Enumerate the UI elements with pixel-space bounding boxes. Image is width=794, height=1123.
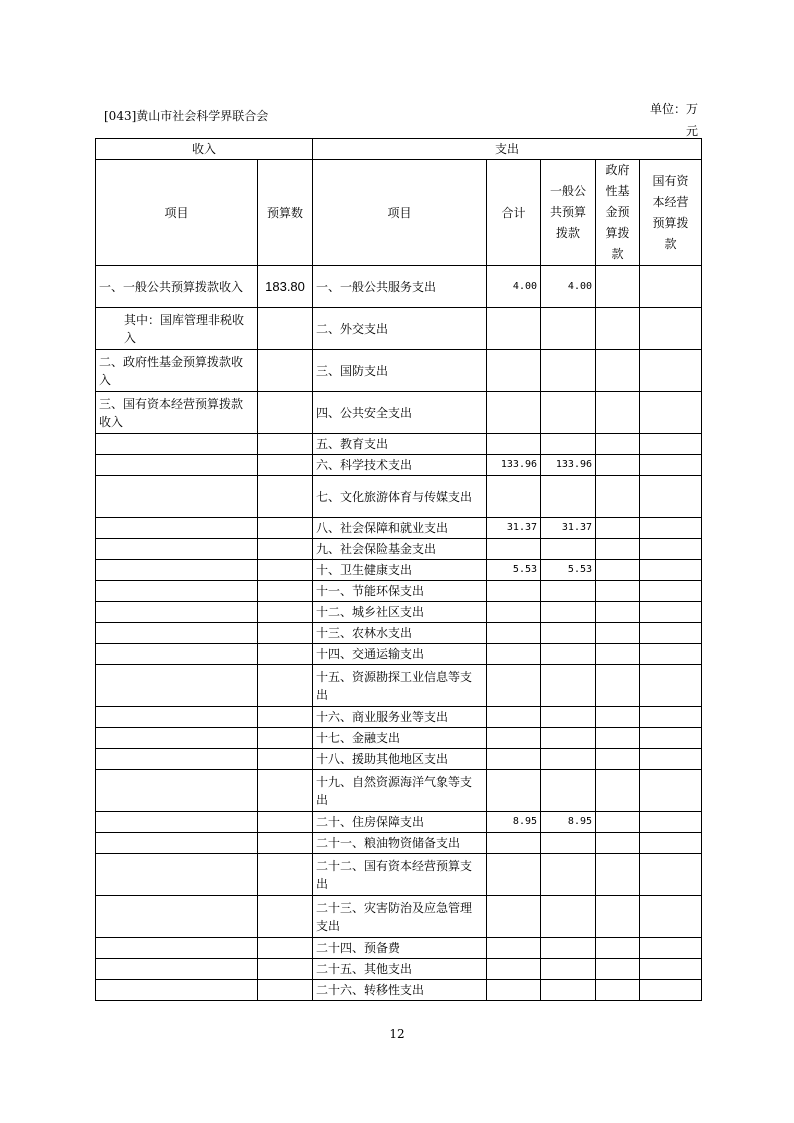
total-cell: 5.53 bbox=[487, 560, 541, 581]
header-budget: 预算数 bbox=[258, 160, 313, 266]
table-row bbox=[96, 560, 702, 581]
state-cell bbox=[640, 308, 702, 350]
general-cell: 4.00 bbox=[541, 266, 596, 308]
fund-cell bbox=[596, 350, 640, 392]
general-cell: 31.37 bbox=[541, 518, 596, 539]
header-general-budget: 一般公共预算拨款 bbox=[541, 160, 596, 266]
fund-cell bbox=[596, 266, 640, 308]
header-item-expense: 项目 bbox=[313, 160, 487, 266]
general-cell bbox=[541, 308, 596, 350]
table-row bbox=[96, 665, 702, 707]
expense-item-cell: 十、卫生健康支出 bbox=[313, 560, 487, 581]
expense-item-cell: 二十六、转移性支出 bbox=[313, 980, 487, 1001]
expense-item-cell: 一、一般公共服务支出 bbox=[313, 266, 487, 308]
table-row bbox=[96, 812, 702, 833]
expense-item-cell: 十九、自然资源海洋气象等支出 bbox=[313, 770, 487, 812]
header-state-capital-budget: 国有资本经营预算拨款 bbox=[640, 160, 702, 266]
table-row bbox=[96, 770, 702, 812]
fund-cell bbox=[596, 308, 640, 350]
header-income: 收入 bbox=[96, 139, 313, 160]
expense-item-cell: 二十三、灾害防治及应急管理支出 bbox=[313, 896, 487, 938]
table-row bbox=[96, 434, 702, 455]
table-row bbox=[96, 644, 702, 665]
expense-item-cell: 二十四、预备费 bbox=[313, 938, 487, 959]
table-row bbox=[96, 455, 702, 476]
total-cell: 133.96 bbox=[487, 455, 541, 476]
expense-item-cell: 九、社会保险基金支出 bbox=[313, 539, 487, 560]
expense-item-cell: 十六、商业服务业等支出 bbox=[313, 707, 487, 728]
table-row bbox=[96, 623, 702, 644]
header-total: 合计 bbox=[487, 160, 541, 266]
expense-item-cell: 五、教育支出 bbox=[313, 434, 487, 455]
total-cell: 8.95 bbox=[487, 812, 541, 833]
header-fund-budget: 政府性基金预算拨款 bbox=[596, 160, 640, 266]
header-item: 项目 bbox=[96, 160, 258, 266]
income-cell: 其中：国库管理非税收入 bbox=[96, 308, 258, 350]
expense-item-cell: 十三、农林水支出 bbox=[313, 623, 487, 644]
table-subheader-row bbox=[96, 160, 702, 266]
table-row bbox=[96, 392, 702, 434]
state-cell bbox=[640, 350, 702, 392]
table-row bbox=[96, 833, 702, 854]
table-row bbox=[96, 476, 702, 518]
fund-cell bbox=[596, 392, 640, 434]
budget-cell bbox=[258, 392, 313, 434]
organization-title: [043]黄山市社会科学界联合会 bbox=[104, 109, 269, 123]
general-cell bbox=[541, 392, 596, 434]
general-cell: 133.96 bbox=[541, 455, 596, 476]
table-row bbox=[96, 602, 702, 623]
expense-item-cell: 十八、援助其他地区支出 bbox=[313, 749, 487, 770]
table-row bbox=[96, 938, 702, 959]
expense-item-cell: 七、文化旅游体育与传媒支出 bbox=[313, 476, 487, 518]
budget-cell: 183.80 bbox=[258, 266, 313, 308]
total-cell: 4.00 bbox=[487, 266, 541, 308]
table-header-row bbox=[96, 139, 702, 160]
expense-item-cell: 二十二、国有资本经营预算支出 bbox=[313, 854, 487, 896]
header-expense: 支出 bbox=[313, 139, 702, 160]
table-row bbox=[96, 959, 702, 980]
expense-item-cell: 二十、住房保障支出 bbox=[313, 812, 487, 833]
expense-item-cell: 二十五、其他支出 bbox=[313, 959, 487, 980]
table-row bbox=[96, 266, 702, 308]
expense-item-cell: 十四、交通运输支出 bbox=[313, 644, 487, 665]
table-row bbox=[96, 707, 702, 728]
table-row bbox=[96, 518, 702, 539]
total-cell bbox=[487, 392, 541, 434]
expense-item-cell: 四、公共安全支出 bbox=[313, 392, 487, 434]
total-cell bbox=[487, 350, 541, 392]
total-cell: 31.37 bbox=[487, 518, 541, 539]
general-cell: 5.53 bbox=[541, 560, 596, 581]
table-row bbox=[96, 728, 702, 749]
state-cell bbox=[640, 266, 702, 308]
general-cell bbox=[541, 350, 596, 392]
general-cell: 8.95 bbox=[541, 812, 596, 833]
income-cell: 三、国有资本经营预算拨款收入 bbox=[96, 392, 258, 434]
budget-table bbox=[95, 138, 702, 1001]
expense-item-cell: 八、社会保障和就业支出 bbox=[313, 518, 487, 539]
expense-item-cell: 三、国防支出 bbox=[313, 350, 487, 392]
expense-item-cell: 二、外交支出 bbox=[313, 308, 487, 350]
expense-item-cell: 六、科学技术支出 bbox=[313, 455, 487, 476]
budget-cell bbox=[258, 308, 313, 350]
table-row bbox=[96, 308, 702, 350]
table-row bbox=[96, 350, 702, 392]
budget-cell bbox=[258, 350, 313, 392]
table-row bbox=[96, 896, 702, 938]
page-number: 12 bbox=[389, 1027, 405, 1041]
income-cell: 一、一般公共预算拨款收入 bbox=[96, 266, 258, 308]
table-row bbox=[96, 854, 702, 896]
expense-item-cell: 十一、节能环保支出 bbox=[313, 581, 487, 602]
total-cell bbox=[487, 308, 541, 350]
state-cell bbox=[640, 392, 702, 434]
table-row bbox=[96, 980, 702, 1001]
expense-item-cell: 十七、金融支出 bbox=[313, 728, 487, 749]
table-row bbox=[96, 581, 702, 602]
income-cell: 二、政府性基金预算拨款收入 bbox=[96, 350, 258, 392]
expense-item-cell: 十五、资源勘探工业信息等支出 bbox=[313, 665, 487, 707]
table-row bbox=[96, 539, 702, 560]
unit-label: 单位：万元 bbox=[649, 102, 698, 138]
expense-item-cell: 十二、城乡社区支出 bbox=[313, 602, 487, 623]
expense-item-cell: 二十一、粮油物资储备支出 bbox=[313, 833, 487, 854]
table-row bbox=[96, 749, 702, 770]
